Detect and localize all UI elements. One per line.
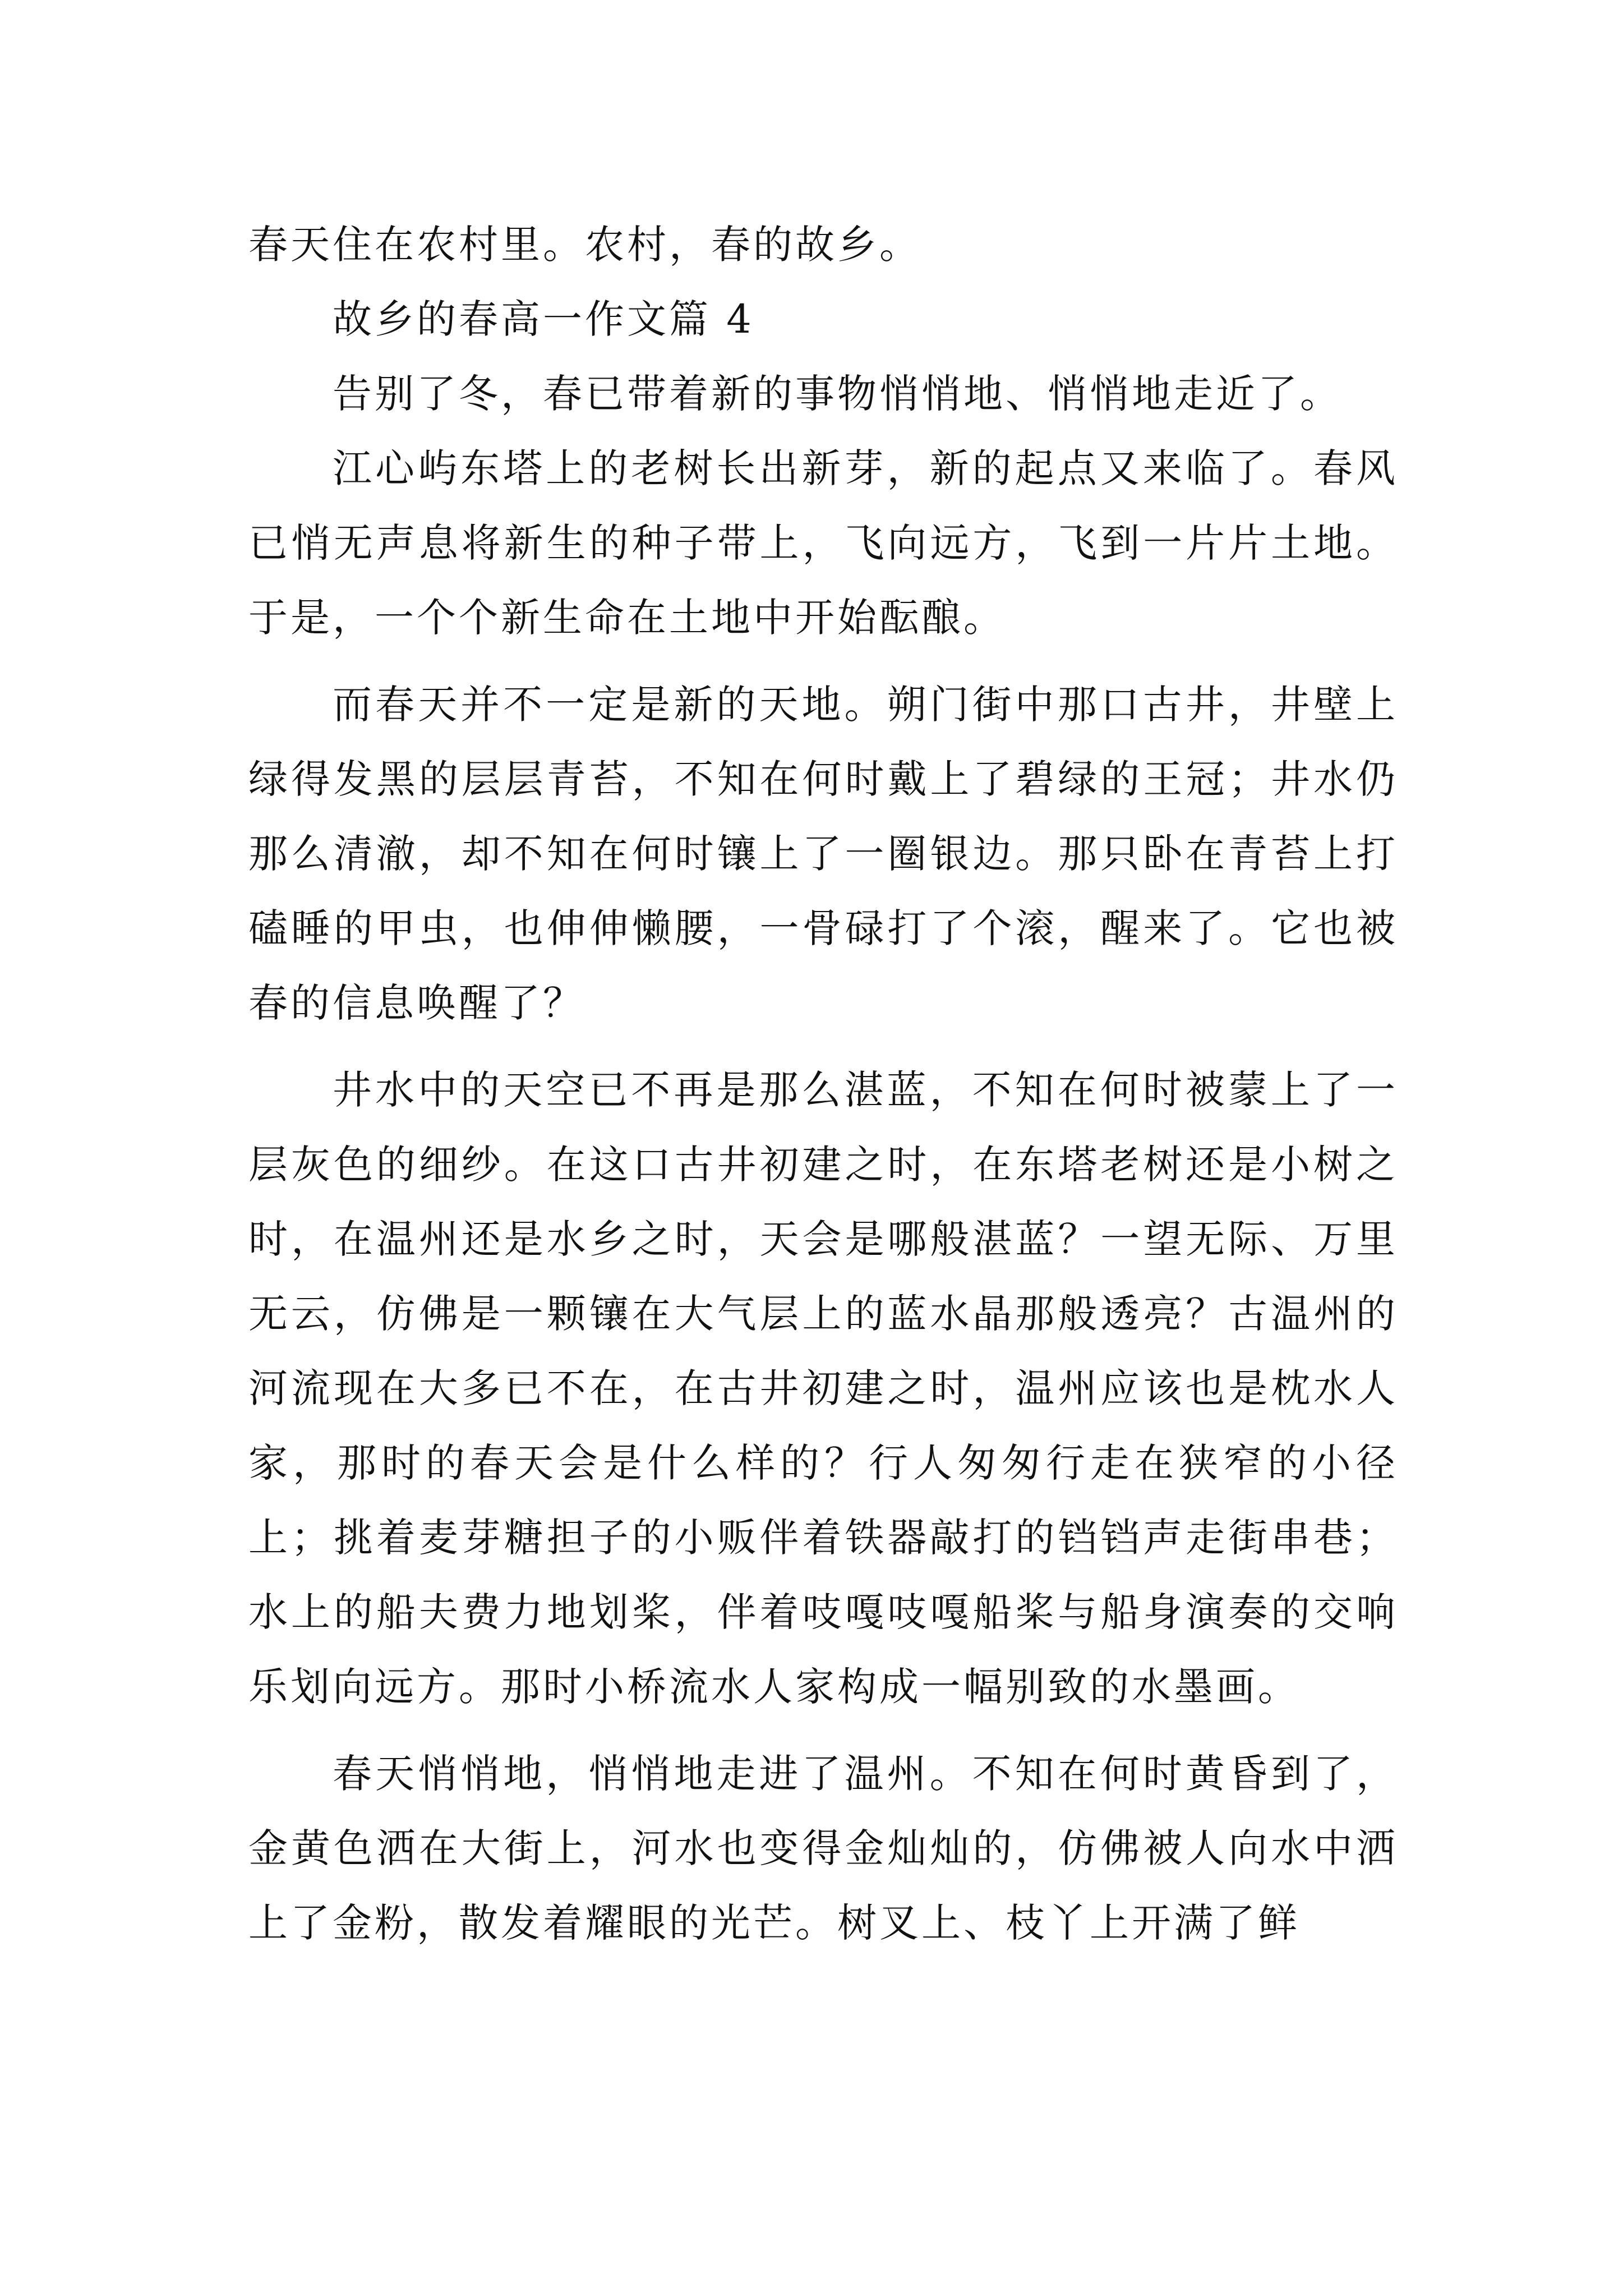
paragraph-3: 告别了冬，春已带着新的事物悄悄地、悄悄地走近了。 [333, 371, 1342, 417]
paragraph-6: 井水中的天空已不再是那么湛蓝，不知在何时被蒙上了一层灰色的细纱。在这口古井初建之时，在东塔老树还是小树之时，在温州还是水乡之时，天会是哪般湛蓝？一望无际、万里无云，仿佛是一颗镶在大气层上的蓝水晶那般透亮？古温州的河流现在大多已不在，在古井初建之时，温州应该也是枕水人家，那时的春天会是什么样的？行人匆匆行走在狭窄的小径上；挑着麦芽糖担子的小贩伴着铁器敲打的铛铛声走街串巷；水上的船夫费力地划桨，伴着吱嘎吱嘎船桨与船身演奏的交响乐划向远方。那时小桥流水人家构成一幅别致的水墨画。 [248, 1067, 1398, 1710]
section-heading: 故乡的春高一作文篇 4 [333, 296, 754, 342]
paragraph-7: 春天悄悄地，悄悄地走进了温州。不知在何时黄昏到了，金黄色洒在大街上，河水也变得金灿灿的，仿佛被人向水中洒上了金粉，散发着耀眼的光芒。树叉上、枝丫上开满了鲜 [248, 1751, 1398, 1946]
paragraph-5: 而春天并不一定是新的天地。朔门街中那口古井，井壁上绿得发黑的层层青苔，不知在何时戴上了碧绿的王冠；井水仍那么清澈，却不知在何时镶上了一圈银边。那只卧在青苔上打磕睡的甲虫，也伸伸懒腰，一骨碌打了个滚，醒来了。它也被春的信息唤醒了？ [248, 682, 1398, 1026]
document-body [248, 208, 1398, 1961]
paragraph-4: 江心屿东塔上的老树长出新芽，新的起点又来临了。春风已悄无声息将新生的种子带上，飞向远方，飞到一片片土地。于是，一个个新生命在土地中开始酝酿。 [248, 445, 1398, 641]
paragraph-1: 春天住在农村里。农村，春的故乡。 [248, 222, 921, 268]
